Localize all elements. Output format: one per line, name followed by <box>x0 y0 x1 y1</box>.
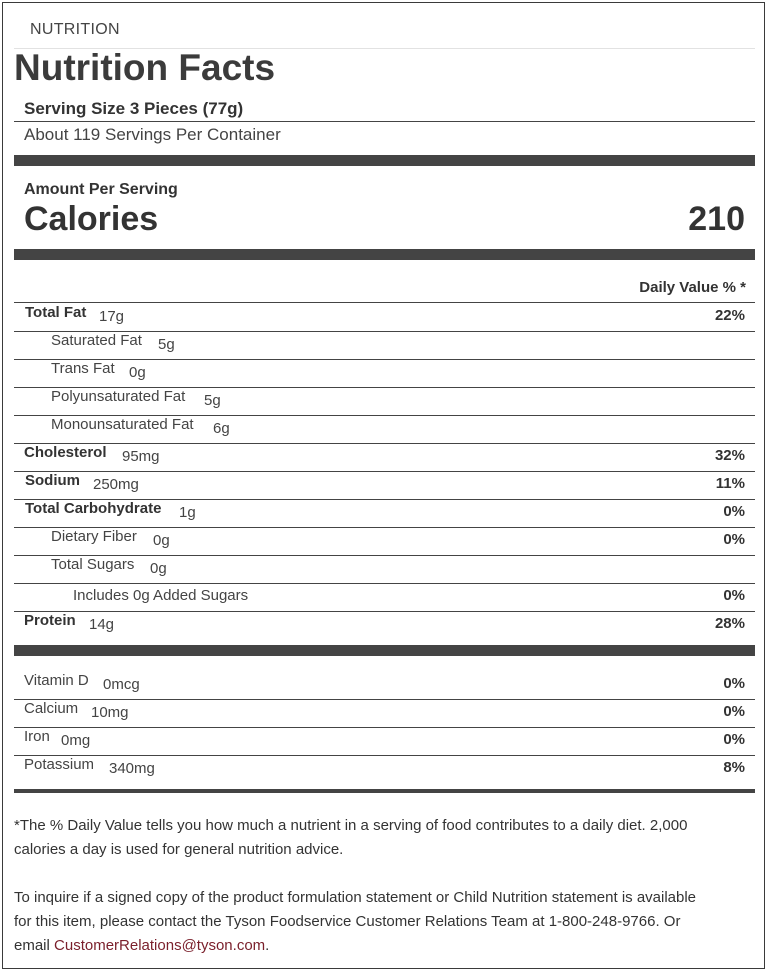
email-suffix: . <box>265 937 270 954</box>
section-label: NUTRITION <box>30 21 120 38</box>
nutrient-amount: 95mg <box>122 448 160 465</box>
nutrient-dv: 8% <box>723 759 745 776</box>
nutrient-row-total-sugars <box>14 555 755 583</box>
footnote-line: *The % Daily Value tells you how much a nutrient in a serving of food contributes to a daily diet. 2,000 <box>14 817 688 834</box>
daily-value-header: Daily Value % * <box>639 279 746 296</box>
nutrient-dv: 22% <box>714 307 745 324</box>
amount-per-serving: Amount Per Serving <box>24 181 178 198</box>
nutrient-amount: 14g <box>89 616 115 633</box>
nutrient-dv: 28% <box>714 615 745 632</box>
footnote-line: calories a day is used for general nutrition advice. <box>14 841 344 858</box>
nutrient-name: Total Sugars <box>51 556 135 573</box>
nutrient-amount: 10mg <box>91 704 129 721</box>
thick-divider <box>14 249 755 260</box>
nutrient-row-total-carbohydrate <box>14 499 755 527</box>
nutrient-name: Sodium <box>25 472 80 489</box>
vitamin-row-iron <box>14 727 755 755</box>
thick-divider <box>14 155 755 166</box>
nutrient-name: Saturated Fat <box>51 332 142 349</box>
nutrient-dv: 11% <box>715 475 745 492</box>
nutrient-row-polyunsaturated-fat <box>14 387 755 415</box>
nutrient-name: Trans Fat <box>51 360 115 377</box>
nutrient-row-cholesterol <box>14 443 755 471</box>
inquiry-note <box>14 886 749 958</box>
nutrient-dv: 0% <box>723 531 745 548</box>
nutrient-name: Protein <box>24 612 76 629</box>
inquiry-line: To inquire if a signed copy of the product formulation statement or Child Nutrition statement is available <box>14 889 697 906</box>
nutrient-amount: 340mg <box>109 760 155 777</box>
nutrient-name: Total Fat <box>25 304 87 321</box>
nutrient-dv: 0% <box>723 675 745 692</box>
nutrient-amount: 5g <box>158 336 175 353</box>
nutrient-row-monounsaturated-fat <box>14 415 755 443</box>
nutrient-amount: 0mg <box>61 732 91 749</box>
email-prefix: email <box>14 937 55 954</box>
nutrient-name: Calcium <box>24 700 79 717</box>
nutrient-name: Iron <box>24 728 50 745</box>
servings-per-container: About 119 Servings Per Container <box>24 125 281 144</box>
serving-size: Serving Size 3 Pieces (77g) <box>24 99 244 118</box>
nutrient-amount: 0mcg <box>103 676 140 693</box>
nutrient-row-added-sugars <box>14 583 755 611</box>
nutrient-dv: 0% <box>723 503 745 520</box>
calories-label: Calories <box>24 200 159 238</box>
vitamin-row-vitamin-d <box>14 671 755 699</box>
nutrient-amount: 6g <box>213 420 230 437</box>
nutrient-name: Vitamin D <box>24 672 89 689</box>
thick-divider <box>14 645 755 656</box>
nutrient-amount: 1g <box>179 504 196 521</box>
nutrient-dv: 0% <box>723 731 745 748</box>
inquiry-line: for this item, please contact the Tyson Foodservice Customer Relations Team at 1-800-248-9766. Or <box>14 913 681 930</box>
nutrient-row-saturated-fat <box>14 331 755 359</box>
nutrient-amount: 0g <box>129 364 146 381</box>
nutrient-amount: 17g <box>99 308 125 325</box>
divider <box>14 789 755 793</box>
vitamin-row-calcium <box>14 699 755 727</box>
nutrient-row-total-fat <box>14 303 755 331</box>
nutrient-name: Cholesterol <box>24 444 107 461</box>
nutrient-row-sodium <box>14 471 755 499</box>
nutrient-dv: 0% <box>723 703 745 720</box>
nutrient-dv: 32% <box>714 447 745 464</box>
nutrient-row-dietary-fiber <box>14 527 755 555</box>
nutrient-name: Potassium <box>24 756 95 773</box>
nutrient-amount: 250mg <box>93 476 139 493</box>
inquiry-line <box>14 934 749 958</box>
calories-value: 210 <box>688 200 745 238</box>
nutrient-name: Includes 0g Added Sugars <box>73 587 249 604</box>
nutrient-row-protein <box>14 611 755 639</box>
divider <box>14 121 755 122</box>
daily-value-footnote <box>14 814 749 862</box>
nutrient-name: Dietary Fiber <box>51 528 137 545</box>
nutrient-amount: 0g <box>150 560 167 577</box>
nutrient-dv: 0% <box>723 587 745 604</box>
nutrient-name: Monounsaturated Fat <box>51 416 194 433</box>
page-title: Nutrition Facts <box>14 47 276 88</box>
nutrient-amount: 5g <box>204 392 221 409</box>
nutrient-row-trans-fat <box>14 359 755 387</box>
customer-relations-email-link[interactable]: CustomerRelations@tyson.com <box>54 937 266 954</box>
nutrient-name: Total Carbohydrate <box>25 500 162 517</box>
nutrient-name: Polyunsaturated Fat <box>51 388 186 405</box>
nutrient-amount: 0g <box>153 532 170 549</box>
vitamin-row-potassium <box>14 755 755 783</box>
